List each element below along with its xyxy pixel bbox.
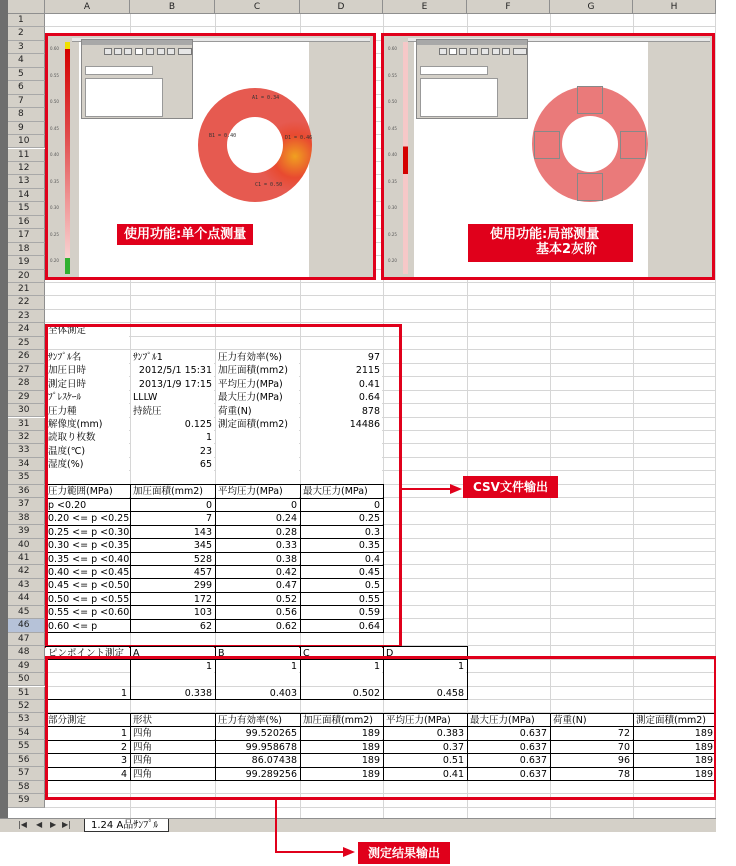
sheet-tab-bar (0, 818, 716, 832)
point-annotation-a1: A1 = 0.34 (252, 95, 280, 101)
gridline (45, 282, 716, 283)
partial-table-cell[interactable]: 72 (551, 727, 632, 740)
row-header-20[interactable]: 20 (8, 270, 45, 283)
row-header-39[interactable]: 39 (8, 525, 45, 538)
range-table-cell[interactable]: 299 (131, 579, 214, 592)
row-header-4[interactable]: 4 (8, 54, 45, 67)
info-label[interactable]: 加圧日時 (46, 364, 129, 377)
pinpoint-value[interactable]: 0.403 (216, 687, 299, 700)
row-header-48[interactable]: 48 (8, 646, 45, 659)
partial-table-cell[interactable]: 四角 (131, 727, 214, 740)
caption-line-2: 基本2灰阶 (536, 242, 598, 257)
highlight-box-result-output (45, 656, 716, 800)
scale-tick-label: 0.25 (388, 231, 397, 237)
partial-table-cell[interactable]: 0.51 (384, 754, 466, 767)
row-header-29[interactable]: 29 (8, 391, 45, 404)
column-header-f[interactable]: F (467, 0, 550, 14)
row-header-3[interactable]: 3 (8, 41, 45, 54)
partial-table-cell[interactable]: 0.637 (468, 741, 549, 754)
partial-table-cell[interactable]: 0.637 (468, 754, 549, 767)
column-header-b[interactable]: B (130, 0, 215, 14)
partial-table-cell[interactable]: 189 (634, 754, 715, 767)
range-table-cell[interactable]: 0.25 (301, 512, 382, 525)
partial-table-cell[interactable]: 0.37 (384, 741, 466, 754)
partial-table-cell[interactable]: 78 (551, 768, 632, 781)
pinpoint-title[interactable]: ピンポイント測定 (46, 647, 129, 660)
row-header-16[interactable]: 16 (8, 216, 45, 229)
info-value[interactable]: 23 (131, 445, 214, 458)
callout-csv-output: CSV文件输出 (463, 476, 558, 498)
partial-table-cell[interactable]: 189 (634, 727, 715, 740)
prev-sheet-button[interactable]: ◀ (36, 820, 43, 829)
next-sheet-button[interactable]: ▶ (50, 820, 57, 829)
pinpoint-header[interactable]: A (131, 647, 214, 660)
row-header-53[interactable]: 53 (8, 713, 45, 726)
gridline (45, 26, 716, 27)
range-table-cell[interactable]: 0.3 (301, 526, 382, 539)
row-header-33[interactable]: 33 (8, 444, 45, 457)
partial-table-header[interactable]: 部分測定 (46, 714, 129, 727)
row-header-17[interactable]: 17 (8, 229, 45, 242)
row-header-27[interactable]: 27 (8, 364, 45, 377)
first-sheet-button[interactable]: |◀ (18, 820, 27, 829)
scale-tick-label: 0.35 (388, 178, 397, 184)
row-header-14[interactable]: 14 (8, 189, 45, 202)
row-header-36[interactable]: 36 (8, 485, 45, 498)
partial-table-header[interactable]: 最大圧力(MPa) (468, 714, 549, 727)
row-header-41[interactable]: 41 (8, 552, 45, 565)
result-arrow-line-h (275, 851, 345, 853)
row-header-37[interactable]: 37 (8, 498, 45, 511)
pinpoint-row-label[interactable]: 1 (46, 687, 129, 700)
gridline (45, 807, 716, 808)
range-table-cell[interactable]: 0.59 (301, 606, 382, 619)
last-sheet-button[interactable]: ▶| (62, 820, 71, 829)
row-header-5[interactable]: 5 (8, 68, 45, 81)
scale-tick-label: 0.60 (50, 46, 59, 51)
scale-tick-label: 0.40 (50, 152, 59, 157)
partial-table-cell[interactable]: 0.637 (468, 768, 549, 781)
row-header-8[interactable]: 8 (8, 108, 45, 121)
row-header-57[interactable]: 57 (8, 767, 45, 780)
csv-arrow-head (450, 484, 462, 494)
scale-tick-label: 0.50 (50, 99, 59, 104)
range-table-cell[interactable]: 0.20 <= p <0.25 (48, 513, 129, 525)
info-value-2[interactable]: 2115 (301, 364, 382, 377)
range-table-cell[interactable]: 0 (131, 499, 214, 512)
pinpoint-value[interactable]: 0.338 (131, 687, 214, 700)
row-header-28[interactable]: 28 (8, 377, 45, 390)
column-header-h[interactable]: H (633, 0, 716, 14)
row-header-34[interactable]: 34 (8, 458, 45, 471)
range-table-header[interactable]: 圧力範囲(MPa) (46, 485, 129, 498)
info-value[interactable]: ｻﾝﾌﾟﾙ1 (131, 351, 214, 364)
range-table-cell[interactable]: 103 (131, 606, 214, 619)
range-table-cell[interactable]: 0.55 (301, 593, 382, 606)
range-table-cell[interactable]: 0.35 (301, 539, 382, 552)
range-table-cell[interactable]: 0.28 (216, 526, 299, 539)
scale-tick-label: 0.20 (388, 258, 397, 263)
column-header-e[interactable]: E (383, 0, 467, 14)
column-header-c[interactable]: C (215, 0, 300, 14)
info-label[interactable]: 圧力種 (46, 405, 129, 418)
caption-single-point: 使用功能:单个点测量 (117, 224, 253, 245)
partial-table-cell[interactable]: 3 (46, 754, 129, 767)
pinpoint-header[interactable]: D (384, 647, 466, 660)
partial-table-cell[interactable]: 0.637 (468, 727, 549, 740)
range-table-cell[interactable]: 0.47 (216, 579, 299, 592)
row-header-15[interactable]: 15 (8, 202, 45, 215)
highlight-box-right-screenshot (381, 33, 715, 280)
row-header-19[interactable]: 19 (8, 256, 45, 269)
row-header-21[interactable]: 21 (8, 283, 45, 296)
range-table-cell[interactable]: 0.52 (216, 593, 299, 606)
row-header-13[interactable]: 13 (8, 175, 45, 188)
scale-tick-label: 0.45 (50, 125, 59, 131)
row-header-52[interactable]: 52 (8, 700, 45, 713)
range-table-cell[interactable]: 0.4 (301, 553, 382, 566)
range-table-cell[interactable]: 143 (131, 526, 214, 539)
row-header-58[interactable]: 58 (8, 781, 45, 794)
result-arrow-head (343, 847, 355, 857)
partial-table-cell[interactable]: 189 (301, 768, 382, 781)
result-arrow-line-v (275, 800, 277, 852)
partial-table-cell[interactable]: 70 (551, 741, 632, 754)
row-header-44[interactable]: 44 (8, 592, 45, 605)
range-table-cell[interactable]: 0.24 (216, 512, 299, 525)
info-value[interactable]: LLLW (131, 391, 214, 404)
row-header-50[interactable]: 50 (8, 673, 45, 686)
info-label[interactable]: 測定日時 (46, 378, 129, 391)
info-label-2[interactable]: 荷重(N) (216, 405, 299, 418)
row-header-22[interactable]: 22 (8, 296, 45, 309)
info-label-2[interactable]: 測定面積(mm2) (216, 418, 299, 431)
info-label[interactable]: 読取り枚数 (46, 431, 129, 444)
scale-tick-label: 0.20 (50, 258, 59, 263)
row-header-12[interactable]: 12 (8, 162, 45, 175)
row-header-30[interactable]: 30 (8, 404, 45, 417)
table-border (45, 646, 467, 647)
range-table-header[interactable]: 平均圧力(MPa) (216, 485, 299, 498)
row-header-2[interactable]: 2 (8, 27, 45, 40)
row-header-32[interactable]: 32 (8, 431, 45, 444)
info-value[interactable]: 2012/5/1 15:31 (131, 364, 214, 377)
row-header-54[interactable]: 54 (8, 727, 45, 740)
info-value-2[interactable]: 97 (301, 351, 382, 364)
range-table-cell[interactable]: 528 (131, 553, 214, 566)
row-header-35[interactable]: 35 (8, 471, 45, 484)
row-header-42[interactable]: 42 (8, 565, 45, 578)
pinpoint-cell[interactable]: 1 (216, 660, 299, 673)
info-label[interactable]: 温度(℃) (46, 445, 129, 458)
row-header-40[interactable]: 40 (8, 539, 45, 552)
pinpoint-value[interactable]: 0.458 (384, 687, 466, 700)
partial-table-cell[interactable]: 四角 (131, 741, 214, 754)
range-table-cell[interactable]: p <0.20 (46, 499, 129, 512)
caption-line-1: 使用功能:局部测量 (490, 227, 600, 242)
overall-title[interactable]: 全体測定 (46, 324, 129, 337)
range-table-header[interactable]: 最大圧力(MPa) (301, 485, 382, 498)
column-header-g[interactable]: G (550, 0, 633, 14)
range-table-cell[interactable]: 0.38 (216, 553, 299, 566)
partial-table-header[interactable]: 加圧面積(mm2) (301, 714, 382, 727)
range-table-cell[interactable]: 457 (131, 566, 214, 579)
partial-table-cell[interactable]: 四角 (131, 754, 214, 767)
range-table-cell[interactable]: 0.30 <= p <0.35 (48, 540, 129, 552)
select-all-corner[interactable] (8, 0, 45, 14)
range-table-cell[interactable]: 0.55 <= p <0.60 (48, 607, 129, 619)
scale-tick-label: 0.60 (388, 46, 397, 51)
info-label[interactable]: 解像度(mm) (46, 418, 129, 431)
row-header-47[interactable]: 47 (8, 633, 45, 646)
info-value-2[interactable]: 14486 (301, 418, 382, 431)
row-header-55[interactable]: 55 (8, 740, 45, 753)
range-table-cell[interactable]: 0.25 <= p <0.30 (48, 526, 129, 538)
row-header-18[interactable]: 18 (8, 243, 45, 256)
scale-tick-label: 0.55 (50, 72, 59, 78)
range-table-cell[interactable]: 0.60 <= p (46, 620, 129, 633)
highlight-box-csv-output (45, 324, 402, 648)
partial-table-header[interactable]: 荷重(N) (551, 714, 632, 727)
partial-table-cell[interactable]: 0.41 (384, 768, 466, 781)
range-table-cell[interactable]: 0.35 <= p <0.40 (48, 553, 129, 565)
info-label[interactable]: ﾌﾟﾚｽｹｰﾙ (46, 391, 129, 404)
range-table-cell[interactable]: 0.5 (301, 579, 382, 592)
partial-table-cell[interactable]: 189 (634, 741, 715, 754)
row-header-46[interactable]: 46 (8, 619, 45, 632)
partial-table-cell[interactable]: 1 (46, 727, 129, 740)
range-table-cell[interactable]: 0.50 <= p <0.55 (48, 593, 129, 605)
range-table-cell[interactable]: 345 (131, 539, 214, 552)
partial-table-cell[interactable]: 189 (634, 768, 715, 781)
partial-table-cell[interactable]: 4 (46, 768, 129, 781)
range-table-cell[interactable]: 0.40 <= p <0.45 (48, 566, 129, 578)
info-value[interactable]: 持続圧 (131, 405, 214, 418)
range-table-cell[interactable]: 0.56 (216, 606, 299, 619)
scale-tick-label: 0.40 (388, 152, 397, 157)
row-header-9[interactable]: 9 (8, 122, 45, 135)
pinpoint-cell[interactable]: 1 (131, 660, 214, 673)
column-header-d[interactable]: D (300, 0, 383, 14)
callout-result-output: 测定结果输出 (358, 842, 450, 864)
gridline (45, 295, 716, 296)
range-table-cell[interactable]: 62 (131, 620, 214, 633)
sheet-tab-active[interactable]: 1.24 A品ｻﾝﾌﾟﾙ (84, 819, 169, 832)
partial-table-cell[interactable]: 96 (551, 754, 632, 767)
range-table-cell[interactable]: 0.45 (301, 566, 382, 579)
row-header-1[interactable]: 1 (8, 14, 45, 27)
row-header-45[interactable]: 45 (8, 606, 45, 619)
pinpoint-value[interactable]: 0.502 (301, 687, 382, 700)
partial-table-cell[interactable]: 99.289256 (216, 768, 299, 781)
gridline (45, 309, 716, 310)
pinpoint-header[interactable]: C (301, 647, 382, 660)
scale-tick-label: 0.35 (50, 178, 59, 184)
info-value-2[interactable]: 0.64 (301, 391, 382, 404)
window-edge (0, 0, 8, 832)
partial-table-cell[interactable]: 86.07438 (216, 754, 299, 767)
range-table-cell[interactable]: 7 (131, 512, 214, 525)
partial-table-cell[interactable]: 99.958678 (216, 741, 299, 754)
row-header-56[interactable]: 56 (8, 754, 45, 767)
partial-table-header[interactable]: 圧力有効率(%) (216, 714, 299, 727)
partial-table-cell[interactable]: 189 (301, 727, 382, 740)
scale-tick-label: 0.55 (388, 72, 397, 78)
info-value-2[interactable]: 0.41 (301, 378, 382, 391)
row-header-49[interactable]: 49 (8, 660, 45, 673)
row-header-25[interactable]: 25 (8, 337, 45, 350)
scale-tick-label: 0.45 (388, 125, 397, 131)
info-value[interactable]: 2013/1/9 17:15 (131, 378, 214, 391)
partial-table-header[interactable]: 形状 (131, 714, 214, 727)
range-table-cell[interactable]: 0 (301, 499, 382, 512)
info-label-2[interactable]: 加圧面積(mm2) (216, 364, 299, 377)
partial-table-cell[interactable]: 99.520265 (216, 727, 299, 740)
pinpoint-cell[interactable]: 1 (301, 660, 382, 673)
csv-arrow-line (402, 488, 452, 490)
column-header-a[interactable]: A (45, 0, 130, 14)
pinpoint-header[interactable]: B (216, 647, 299, 660)
row-header-43[interactable]: 43 (8, 579, 45, 592)
scale-tick-label: 0.25 (50, 231, 59, 237)
partial-table-cell[interactable]: 2 (46, 741, 129, 754)
highlight-box-left-screenshot (45, 33, 376, 280)
row-header-7[interactable]: 7 (8, 95, 45, 108)
info-label[interactable]: ｻﾝﾌﾟﾙ名 (46, 351, 129, 364)
row-header-24[interactable]: 24 (8, 323, 45, 336)
range-table-cell[interactable]: 0.33 (216, 539, 299, 552)
info-value[interactable]: 0.125 (131, 418, 214, 431)
row-header-23[interactable]: 23 (8, 310, 45, 323)
info-label-2[interactable]: 平均圧力(MPa) (216, 378, 299, 391)
partial-table-cell[interactable]: 189 (301, 754, 382, 767)
info-value-2[interactable]: 878 (301, 405, 382, 418)
row-header-11[interactable]: 11 (8, 149, 45, 162)
range-table-cell[interactable]: 0.64 (301, 620, 382, 633)
row-header-59[interactable]: 59 (8, 794, 45, 807)
range-table-cell[interactable]: 0.42 (216, 566, 299, 579)
point-annotation-d1: D1 = 0.46 (285, 135, 313, 141)
row-header-6[interactable]: 6 (8, 81, 45, 94)
partial-table-header[interactable]: 測定面積(mm2) (634, 714, 715, 727)
range-table-cell[interactable]: 0.45 <= p <0.50 (48, 580, 129, 592)
row-header-26[interactable]: 26 (8, 350, 45, 363)
range-table-header[interactable]: 加圧面積(mm2) (131, 485, 214, 498)
range-table-cell[interactable]: 0.62 (216, 620, 299, 633)
partial-table-cell[interactable]: 0.383 (384, 727, 466, 740)
row-header-31[interactable]: 31 (8, 418, 45, 431)
row-header-10[interactable]: 10 (8, 135, 45, 148)
row-header-38[interactable]: 38 (8, 512, 45, 525)
partial-table-cell[interactable]: 四角 (131, 768, 214, 781)
partial-table-cell[interactable]: 189 (301, 741, 382, 754)
point-annotation-c1: C1 = 0.50 (255, 182, 283, 188)
info-value[interactable]: 65 (131, 458, 214, 471)
scale-tick-label: 0.30 (50, 205, 59, 210)
info-label[interactable]: 湿度(%) (46, 458, 129, 471)
partial-table-header[interactable]: 平均圧力(MPa) (384, 714, 466, 727)
range-table-cell[interactable]: 172 (131, 593, 214, 606)
scale-tick-label: 0.30 (388, 205, 397, 210)
info-label-2[interactable]: 最大圧力(MPa) (216, 391, 299, 404)
info-value[interactable]: 1 (131, 431, 214, 444)
scale-tick-label: 0.50 (388, 99, 397, 104)
row-header-51[interactable]: 51 (8, 687, 45, 700)
pinpoint-cell[interactable]: 1 (384, 660, 466, 673)
point-annotation-b1: B1 = 0.40 (209, 133, 237, 139)
range-table-cell[interactable]: 0 (216, 499, 299, 512)
info-label-2[interactable]: 圧力有効率(%) (216, 351, 299, 364)
